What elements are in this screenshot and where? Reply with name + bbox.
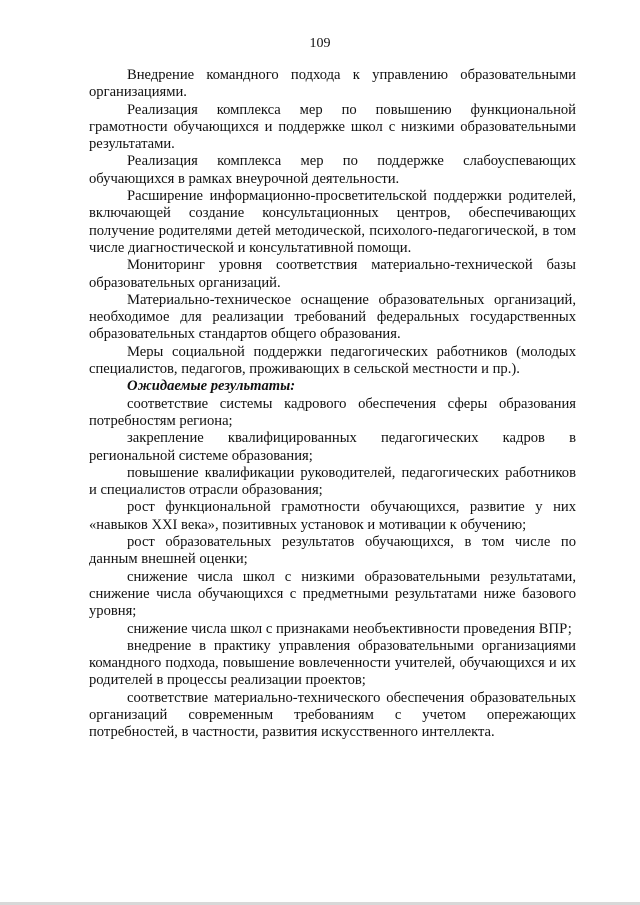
result-item: закрепление квалифицированных педагогических кадров в региональной системе образования; bbox=[89, 430, 576, 464]
paragraph-material-monitoring: Мониторинг уровня соответствия материально-технической базы образовательных организаций. bbox=[89, 257, 576, 291]
paragraph-underachieving-support: Реализация комплекса мер по поддержке слабоуспевающих обучающихся в рамках внеурочной деятельности. bbox=[89, 153, 576, 187]
result-item: внедрение в практику управления образовательными организациями командного подхода, повышение вовлеченности учителей, обучающихся и их родителей в процессы реализации проектов; bbox=[89, 637, 576, 689]
paragraph-material-equipment: Материально-техническое оснащение образовательных организаций, необходимое для реализации требований федеральных государственных образовательных стандартов общего образования. bbox=[89, 291, 576, 343]
result-item: соответствие системы кадрового обеспечения сферы образования потребностям региона; bbox=[89, 395, 576, 429]
paragraph-team-approach: Внедрение командного подхода к управлению образовательными организациями. bbox=[89, 67, 576, 101]
result-item: рост образовательных результатов обучающихся, в том числе по данным внешней оценки; bbox=[89, 534, 576, 568]
result-item: повышение квалификации руководителей, педагогических работников и специалистов отрасли образования; bbox=[89, 464, 576, 499]
page-number: 109 bbox=[309, 36, 331, 51]
paragraph-social-support: Меры социальной поддержки педагогических работников (молодых специалистов, педагогов, проживающих в сельской местности и пр.). bbox=[89, 343, 576, 378]
result-item: снижение числа школ с признаками необъективности проведения ВПР; bbox=[127, 620, 572, 637]
paragraph-functional-literacy: Реализация комплекса мер по повышению функциональной грамотности обучающихся и поддержке школ с низкими образовательными результатами. bbox=[89, 101, 576, 153]
result-item: снижение числа школ с низкими образовательными результатами, снижение числа обучающихся с предметными результатами ниже базового уровня; bbox=[89, 568, 576, 620]
document-body bbox=[89, 67, 576, 742]
result-item: рост функциональной грамотности обучающихся, развитие у них «навыков XXI века», позитивных установок и мотивации к обучению; bbox=[89, 499, 576, 533]
paragraph-parent-support: Расширение информационно-просветительской поддержки родителей, включающей создание консультационных центров, обеспечивающих получение родителями детей методической, психолого-педагогической, в том числе диагностической и консультативной помощи. bbox=[89, 188, 576, 256]
expected-results-heading: Ожидаемые результаты: bbox=[127, 378, 296, 395]
result-item: соответствие материально-технического обеспечения образовательных организаций современным требованиям с учетом опережающих потребностей, в частности, развития искусственного интеллекта. bbox=[89, 689, 576, 741]
